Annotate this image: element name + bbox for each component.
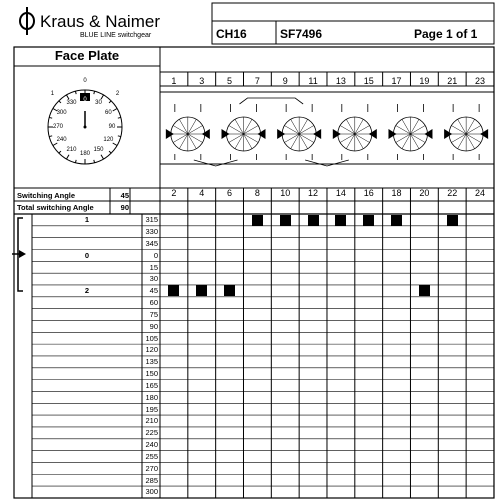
angle-value: 255 (145, 451, 158, 461)
terminal-bottom-number: 10 (280, 188, 291, 198)
dial-position-label: 2 (115, 90, 120, 97)
face-plate-title: Face Plate (54, 48, 120, 63)
dial-tick-icon (101, 95, 104, 99)
total-switching-angle-label: Total switching Angle (17, 203, 94, 212)
contact-arrow-icon (202, 129, 210, 139)
contact-arrow-icon (166, 129, 174, 139)
contact-closed-cell (224, 285, 235, 296)
terminal-bottom-number: 16 (363, 188, 374, 198)
dial-angle-label: 0 (83, 96, 87, 103)
dial-position-label: 1 (50, 90, 55, 97)
angle-value: 345 (145, 238, 158, 248)
angle-value: 165 (145, 380, 158, 390)
terminal-bottom-number: 24 (475, 188, 486, 198)
contact-closed-cell (363, 215, 374, 226)
angle-value: 300 (145, 487, 158, 497)
dial-tick-icon (109, 151, 111, 153)
product-code: CH16 (216, 27, 247, 41)
contact-closed-cell (252, 215, 263, 226)
dial-tick-icon (75, 160, 76, 163)
dial-tick-icon (109, 101, 111, 103)
terminal-bottom-number: 8 (254, 188, 260, 198)
dial-tick-icon (67, 95, 70, 99)
angle-value: 30 (149, 274, 158, 284)
angle-value: 330 (145, 227, 158, 237)
angle-value: 105 (145, 333, 158, 343)
diagram-code: SF7496 (280, 27, 323, 41)
contact-arrow-icon (388, 129, 396, 139)
dial-angle-label: 270 (52, 123, 63, 130)
contact-lead-icon (397, 154, 423, 160)
dial-tick-icon (113, 143, 117, 146)
contact-lead-icon (453, 154, 479, 160)
contact-arrow-icon (277, 129, 285, 139)
contact-arrow-icon (333, 129, 341, 139)
brand-tagline: BLUE LINE switchgear (80, 32, 152, 39)
angle-value: 270 (145, 463, 158, 473)
dial-angle-label: 330 (66, 100, 77, 107)
contact-closed-cell (447, 215, 458, 226)
terminal-bottom-number: 22 (447, 188, 458, 198)
terminal-top-number: 23 (475, 76, 486, 86)
contact-closed-cell (168, 285, 179, 296)
switching-angle-label: Switching Angle (17, 191, 76, 200)
terminal-top-number: 15 (363, 76, 374, 86)
angle-value: 90 (149, 321, 158, 331)
dial-angle-label: 60 (105, 110, 112, 116)
contact-lead-icon (286, 154, 312, 160)
brand-name: Kraus & Naimer (40, 12, 160, 31)
angle-value: 180 (145, 392, 158, 402)
terminal-top-number: 17 (391, 76, 402, 86)
contact-arrow-icon (480, 129, 488, 139)
dial-tick-icon (118, 117, 121, 118)
total-switching-angle-value: 90 (120, 203, 129, 212)
contact-arrow-icon (221, 129, 229, 139)
terminal-top-number: 13 (335, 76, 346, 86)
angle-value: 120 (145, 345, 158, 355)
dial-angle-label: 240 (56, 137, 67, 143)
header-top-box (212, 3, 494, 21)
dial-tick-icon (101, 155, 104, 159)
angle-value: 15 (149, 262, 158, 272)
dial-tick-icon (94, 91, 95, 94)
terminal-bottom-number: 2 (171, 188, 177, 198)
contact-closed-cell (391, 215, 402, 226)
angle-value: 60 (149, 298, 158, 308)
position-label: 0 (84, 250, 90, 260)
page-indicator: Page 1 of 1 (414, 27, 478, 41)
contact-closed-cell (419, 285, 430, 296)
terminal-bottom-number: 6 (227, 188, 233, 198)
terminal-top-number: 19 (419, 76, 430, 86)
terminal-top-number: 7 (254, 76, 260, 86)
dial-tick-icon (75, 91, 76, 94)
contact-arrow-icon (444, 129, 452, 139)
contact-lead-icon (397, 104, 423, 112)
bridge-connector-icon (239, 98, 303, 104)
contact-closed-cell (196, 285, 207, 296)
contact-lead-icon (175, 154, 201, 160)
switching-angle-value: 45 (120, 191, 129, 200)
contact-lead-icon (175, 104, 201, 112)
terminal-top-number: 1 (171, 76, 177, 86)
dial-tick-icon (49, 117, 52, 118)
dial-tick-icon (59, 101, 61, 103)
terminal-top-number: 9 (282, 76, 288, 86)
angle-value: 45 (149, 286, 158, 296)
terminal-bottom-number: 18 (391, 188, 402, 198)
angle-value: 225 (145, 428, 158, 438)
angle-value: 210 (145, 416, 158, 426)
terminal-bottom-number: 12 (308, 188, 319, 198)
angle-value: 135 (145, 357, 158, 367)
dial-tick-icon (67, 155, 70, 159)
position-label: 2 (84, 286, 90, 296)
contact-lead-icon (453, 104, 479, 112)
contact-closed-cell (335, 215, 346, 226)
terminal-bottom-number: 14 (335, 188, 346, 198)
position-label: 1 (84, 215, 90, 225)
terminal-top-number: 5 (227, 76, 233, 86)
bridge-connector-icon (194, 160, 238, 166)
dial-angle-label: 150 (93, 146, 104, 153)
contact-arrow-icon (257, 129, 265, 139)
dial-angle-label: 90 (108, 123, 116, 130)
bridge-connector-icon (305, 160, 349, 166)
terminal-bottom-number: 20 (419, 188, 430, 198)
dial-angle-label: 120 (103, 137, 114, 143)
contact-lead-icon (230, 154, 256, 160)
angle-value: 195 (145, 404, 158, 414)
dial-tick-icon (53, 143, 57, 146)
contact-lead-icon (342, 154, 368, 160)
dial-tick-icon (59, 151, 61, 153)
position-arrow-icon (19, 250, 26, 258)
contact-arrow-icon (369, 129, 377, 139)
angle-value: 75 (149, 309, 158, 319)
dial-angle-label: 300 (56, 110, 67, 116)
angle-value: 240 (145, 440, 158, 450)
dial-tick-icon (118, 136, 121, 137)
terminal-top-number: 11 (308, 76, 318, 86)
contact-closed-cell (280, 215, 291, 226)
dial-angle-label: 30 (95, 100, 102, 107)
contact-lead-icon (286, 104, 312, 112)
dial-position-label: 0 (83, 77, 87, 84)
angle-value: 0 (153, 250, 158, 260)
dial-tick-icon (49, 136, 52, 137)
angle-value: 315 (145, 215, 158, 225)
contact-arrow-icon (313, 129, 321, 139)
angle-value: 150 (145, 369, 158, 379)
main-frame (14, 47, 494, 498)
dial-tick-icon (94, 160, 95, 163)
dial-angle-label: 210 (66, 146, 77, 153)
contact-drawing-box (160, 92, 494, 164)
contact-lead-icon (230, 104, 256, 112)
dial-angle-label: 180 (79, 150, 90, 157)
terminal-top-number: 3 (199, 76, 205, 86)
terminal-bottom-number: 4 (199, 188, 205, 198)
contact-arrow-icon (424, 129, 432, 139)
contact-closed-cell (308, 215, 319, 226)
contact-lead-icon (342, 104, 368, 112)
angle-value: 285 (145, 475, 158, 485)
terminal-top-number: 21 (447, 76, 458, 86)
